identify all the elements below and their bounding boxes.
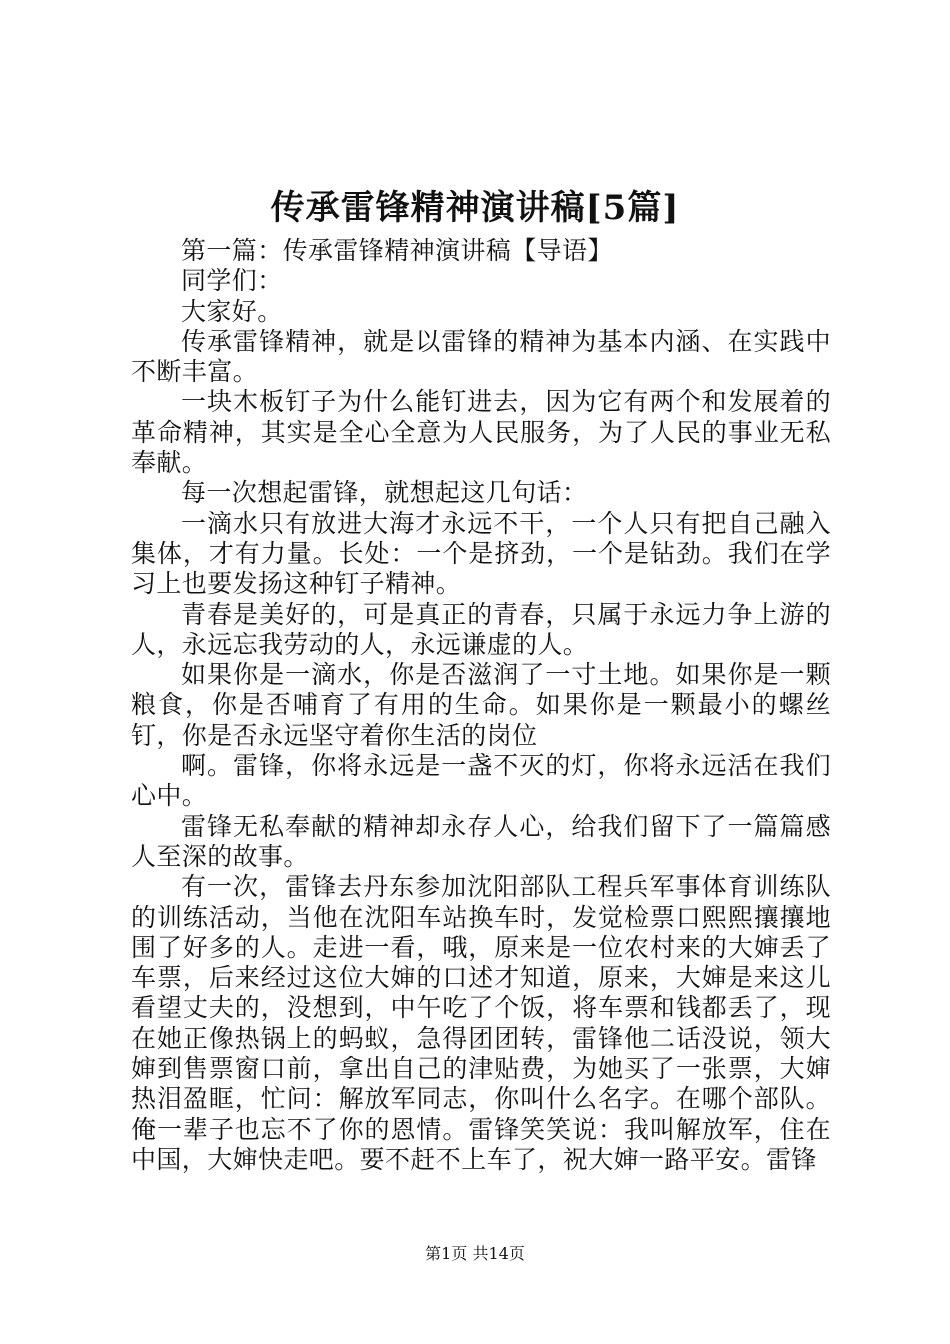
paragraph: 青春是美好的，可是真正的青春，只属于永远力争上游的人，永远忘我劳动的人，永远谦虚的人。: [131, 599, 831, 659]
page-footer: [0, 1242, 950, 1266]
paragraph: 雷锋无私奉献的精神却永存人心，给我们留下了一篇篇感人至深的故事。: [131, 811, 831, 871]
paragraph: 传承雷锋精神，就是以雷锋的精神为基本内涵、在实践中不断丰富。: [131, 326, 831, 387]
paragraph: 第一篇：传承雷锋精神演讲稿【导语】: [181, 236, 613, 265]
paragraph: 啊。雷锋，你将永远是一盏不灭的灯，你将永远活在我们心中。: [131, 751, 831, 811]
page-number: 第1页: [425, 1244, 468, 1263]
paragraph: 每一次想起雷锋，就想起这几句话：: [181, 478, 588, 508]
document-title: 传承雷锋精神演讲稿[5篇]: [270, 188, 680, 228]
paragraph: 一滴水只有放进大海才永远不干，一个人只有把自己融入集体，才有力量。长处：一个是挤劲，一个是钻劲。我们在学习上也要发扬这种钉子精神。: [131, 508, 831, 599]
paragraph: 大家好。: [181, 296, 283, 326]
page-total: 共14页: [472, 1244, 525, 1263]
paragraph: 如果你是一滴水，你是否滋润了一寸土地。如果你是一颗粮食，你是否哺育了有用的生命。如果你是一颗最小的螺丝钉，你是否永远坚守着你生活的岗位: [131, 660, 831, 750]
paragraph: 同学们：: [181, 266, 283, 296]
paragraph: 一块木板钉子为什么能钉进去，因为它有两个和发展着的革命精神，其实是全心全意为人民服务，为了人民的事业无私奉献。: [131, 387, 831, 478]
document-body: [131, 236, 831, 1175]
paragraph: 有一次，雷锋去丹东参加沈阳部队工程兵军事体育训练队的训练活动，当他在沈阳车站换车时，发觉检票口熙熙攘攘地围了好多的人。走进一看，哦，原来是一位农村来的大婶丢了车票，后来经过这位大婶的口述才知道，原来，大婶是来这儿看望丈夫的，没想到，中午吃了个饭，将车票和钱都丢了，现在她正像热锅上的蚂蚁，急得团团转，雷锋他二话没说，领大婶到售票窗口前，拿出自己的津贴费，为她买了一张票，大婶热泪盈眶，忙问：解放军同志，你叫什么名字。在哪个部队。俺一辈子也忘不了你的恩情。雷锋笑笑说：我叫解放军，住在中国，大婶快走吧。要不赶不上车了，祝大婶一路平安。雷锋: [131, 872, 831, 1174]
